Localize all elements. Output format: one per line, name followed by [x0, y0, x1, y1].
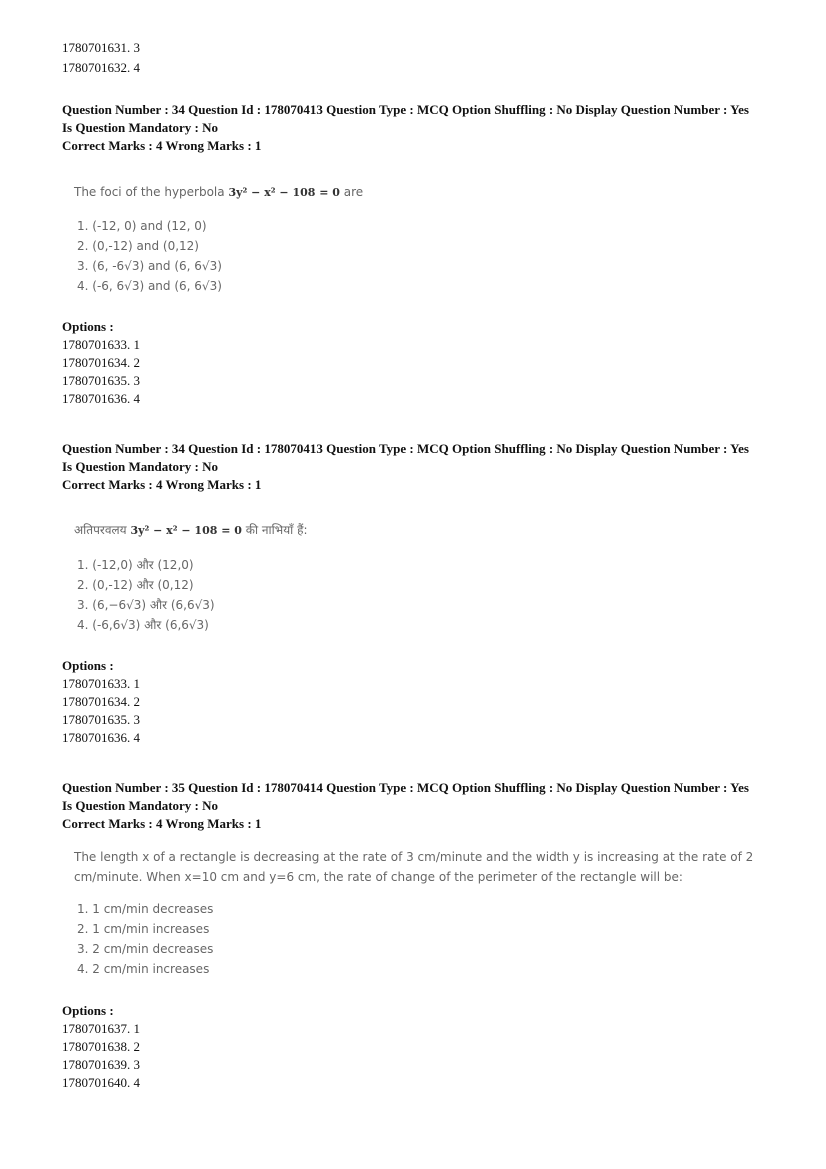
question-stem: The foci of the hyperbola: [74, 185, 225, 199]
question-meta: Question Number : 34 Question Id : 178070413 Question Type : MCQ Option Shuffling : No Display Question Number : Yes: [62, 102, 749, 117]
choice: 4. (-6,6√3) और (6,6√3): [77, 618, 209, 632]
option-id: 1780701637. 1: [62, 1021, 140, 1036]
option-id: 1780701640. 4: [62, 1075, 140, 1090]
question-image: [74, 182, 363, 296]
equation: 3y² − x² − 108 = 0: [228, 186, 340, 199]
question-meta: Question Number : 34 Question Id : 178070413 Question Type : MCQ Option Shuffling : No Display Question Number : Yes: [62, 441, 749, 456]
choice: 3. 2 cm/min decreases: [77, 942, 214, 956]
question-header: [62, 440, 749, 494]
option-id: 1780701634. 2: [62, 355, 140, 370]
option-id: 1780701638. 2: [62, 1039, 140, 1054]
options-list: [62, 318, 140, 408]
option-id: 1780701632. 4: [62, 60, 140, 75]
choice: 1. 1 cm/min decreases: [77, 902, 214, 916]
option-id: 1780701636. 4: [62, 391, 140, 406]
option-id: 1780701635. 3: [62, 712, 140, 727]
option-id: 1780701639. 3: [62, 1057, 140, 1072]
previous-options: [62, 39, 140, 77]
choice: 2. (0,-12) and (0,12): [77, 239, 199, 253]
choice: 3. (6, -6√3) and (6, 6√3): [77, 259, 222, 273]
marks-info: Correct Marks : 4 Wrong Marks : 1: [62, 816, 262, 831]
question-stem: cm/minute. When x=10 cm and y=6 cm, the rate of change of the perimeter of the rectangle will be:: [74, 870, 683, 884]
question-stem: अतिपरवलय: [74, 523, 127, 537]
question-meta: Question Number : 35 Question Id : 178070414 Question Type : MCQ Option Shuffling : No Display Question Number : Yes: [62, 780, 749, 795]
mandatory-info: Is Question Mandatory : No: [62, 459, 219, 474]
choice: 1. (-12,0) और (12,0): [77, 558, 194, 572]
options-list: [62, 657, 140, 747]
question-image: [74, 520, 308, 635]
choice: 4. (-6, 6√3) and (6, 6√3): [77, 279, 222, 293]
question-header: [62, 101, 749, 155]
choice: 1. (-12, 0) and (12, 0): [77, 219, 207, 233]
question-image: [74, 847, 753, 979]
option-id: 1780701633. 1: [62, 337, 140, 352]
choice: 2. (0,-12) और (0,12): [77, 578, 194, 592]
options-list: [62, 1002, 140, 1092]
question-stem: की नाभियाँ हैं:: [245, 523, 308, 537]
marks-info: Correct Marks : 4 Wrong Marks : 1: [62, 477, 262, 492]
option-id: 1780701635. 3: [62, 373, 140, 388]
mandatory-info: Is Question Mandatory : No: [62, 120, 219, 135]
question-header: [62, 779, 749, 833]
question-stem: are: [343, 185, 364, 199]
option-id: 1780701634. 2: [62, 694, 140, 709]
choice: 4. 2 cm/min increases: [77, 962, 210, 976]
options-label: Options :: [62, 319, 114, 334]
choice: 3. (6,−6√3) और (6,6√3): [77, 598, 215, 612]
mandatory-info: Is Question Mandatory : No: [62, 798, 219, 813]
choice: 2. 1 cm/min increases: [77, 922, 210, 936]
option-id: 1780701636. 4: [62, 730, 140, 745]
question-stem: The length x of a rectangle is decreasing at the rate of 3 cm/minute and the width y is increasing at the rate of 2: [74, 850, 754, 864]
option-id: 1780701631. 3: [62, 40, 140, 55]
options-label: Options :: [62, 658, 114, 673]
equation: 3y² − x² − 108 = 0: [130, 524, 242, 537]
marks-info: Correct Marks : 4 Wrong Marks : 1: [62, 138, 262, 153]
options-label: Options :: [62, 1003, 114, 1018]
option-id: 1780701633. 1: [62, 676, 140, 691]
